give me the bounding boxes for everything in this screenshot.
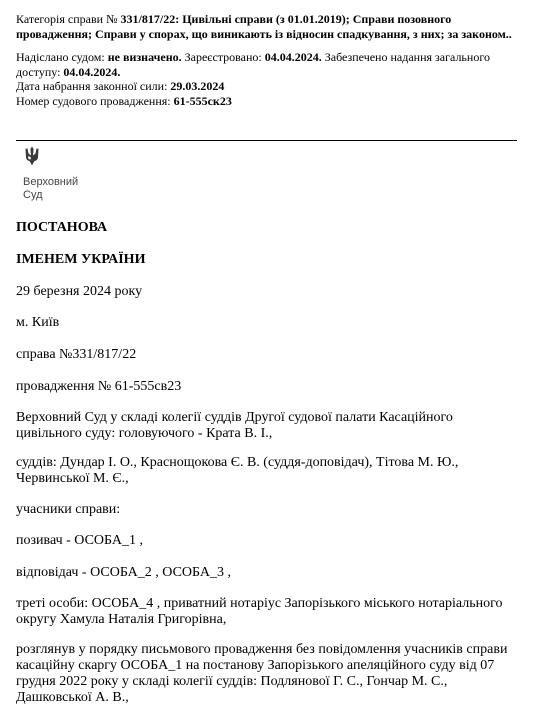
document-subtitle: ІМЕНЕМ УКРАЇНИ [16,252,146,267]
participants-heading: учасники справи: [16,502,121,517]
header-divider [16,140,517,141]
logo-caption [23,176,78,201]
case-number: справа №331/817/22 [16,347,137,362]
effective-date-line [16,79,516,94]
proceeding-number-label: Номер судового провадження: [16,93,174,108]
third-parties: треті особи: ОСОБА_4 , приватний нотаріус Запорізького міського нотаріального округу Хамула Наталія Григорівна, [16,596,503,627]
proceeding-number-line [16,94,516,109]
sent-label: Надіслано судом: [16,50,108,64]
document-title: ПОСТАНОВА [16,220,108,235]
proceeding-number: провадження № 61-555св23 [16,379,182,394]
public-access-label: Забезпечено надання загального доступу: [16,50,490,79]
registered-label: Зареєстровано: [181,50,265,64]
defendant: відповідач - ОСОБА_2 , ОСОБА_3 , [16,565,231,580]
case-category-value: 331/817/22: Цивільні справи (з 01.01.2019); Справи позовного провадження; Справи у спорах, що виникають із відносин спадкування, з них; за законом.. [16,12,512,41]
proceeding-number-value: 61-555ск23 [173,93,232,108]
case-metadata-header [16,12,516,108]
effective-date-value: 29.03.2024 [170,79,225,93]
sent-registered-line [16,50,516,79]
effective-date-label: Дата набрання законної сили: [16,79,171,93]
registered-value: 04.04.2024. [264,50,322,64]
court-composition: Верховний Суд у складі колегії суддів Другої судової палати Касаційного цивільного суду: головуючого - Крата В. І., [16,410,453,441]
case-category [16,12,516,41]
case-category-label: Категорія справи № [16,12,121,26]
plaintiff: позивач - ОСОБА_1 , [16,533,143,548]
logo-line-2: Суд [23,188,43,201]
document-date: 29 березня 2024 року [16,284,143,299]
supreme-court-logo [23,146,78,201]
sent-value: не визначено. [107,50,182,64]
judges-list: суддів: Дундар І. О., Краснощокова Є. В. (суддя-доповідач), Тітова М. Ю., Червинської М. Є., [16,455,459,486]
public-access-value: 04.04.2024. [63,64,121,79]
logo-line-1: Верховний [23,176,79,188]
resolution-body [16,220,516,706]
document-city: м. Київ [16,315,60,330]
trident-emblem-icon [24,146,40,166]
consideration-paragraph: розглянув у порядку письмового провадження без повідомлення учасників справи касаційну скаргу ОСОБА_1 на постанову Запорізького апеляційного суду від 07 грудня 2022 року у складі колегії суддів: Подлянової Г. С., Гончар М. С., Дашковської А. В., [16,642,508,705]
